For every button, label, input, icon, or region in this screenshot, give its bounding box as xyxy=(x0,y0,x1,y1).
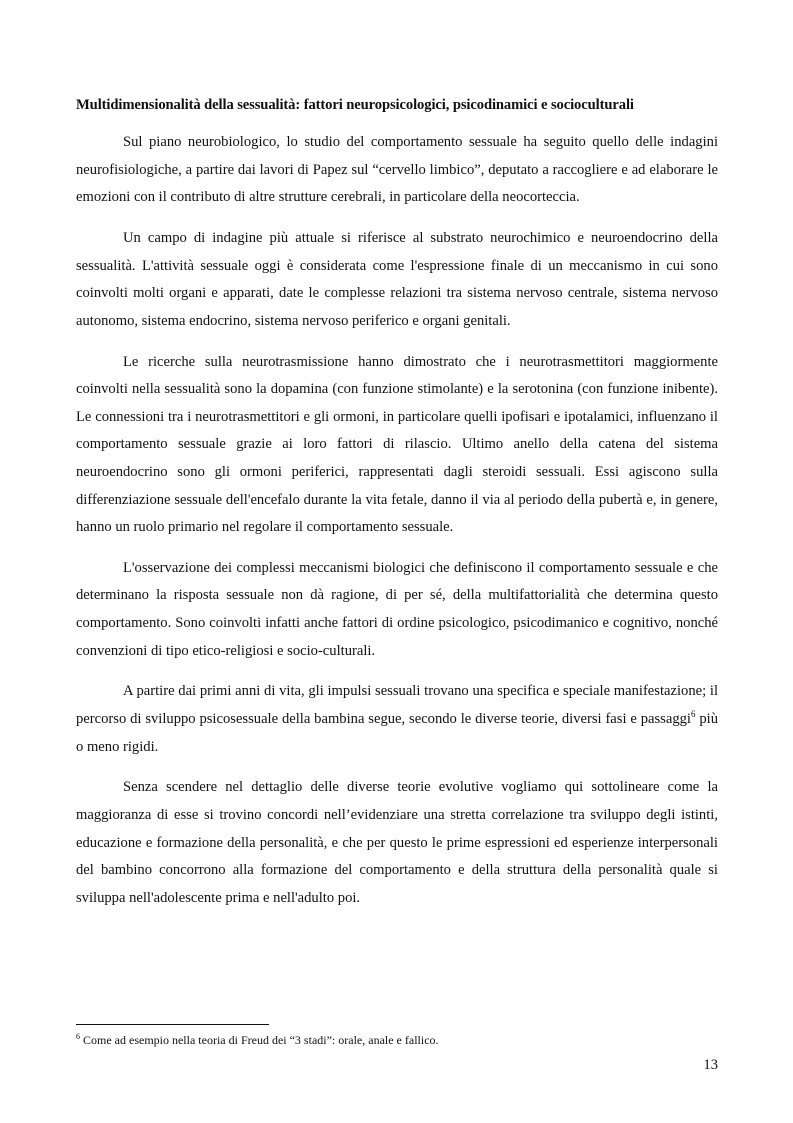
page-number: 13 xyxy=(703,1057,718,1073)
section-heading: Multidimensionalità della sessualità: fattori neuropsicologici, psicodinamici e socioculturali xyxy=(76,97,634,113)
page-content xyxy=(76,95,718,926)
footnote-separator xyxy=(76,1024,269,1025)
paragraph-5-text: A partire dai primi anni di vita, gli impulsi sessuali trovano una specifica e speciale manifestazione; il percorso di sviluppo psicosessuale della bambina segue, secondo le diverse teorie, diversi fasi e passaggi xyxy=(76,683,718,728)
paragraph-5 xyxy=(76,678,718,761)
paragraph-5-tail: più o meno rigidi. xyxy=(76,711,718,755)
paragraph-4: L'osservazione dei complessi meccanismi biologici che definiscono il comportamento sessuale e che determinano la risposta sessuale non dà ragione, di per sé, della multifattorialità che determina questo comportamento. Sono coinvolti infatti anche fattori di ordine psicologico, psicodimanico e cognitivo, nonché convenzioni di tipo etico-religiosi e socio-culturali. xyxy=(76,559,718,659)
paragraph-6: Senza scendere nel dettaglio delle diverse teorie evolutive vogliamo qui sottolineare come la maggioranza di esse si trovino concordi nell’evidenziare una stretta correlazione tra sviluppo degli istinti, educazione e formazione della personalità, e che per questo le prime espressioni ed esperienze interpersonali del bambino concorrono alla formazione del comportamento e della struttura della personalità quale si sviluppa nell'adolescente prima e nell'adulto poi. xyxy=(76,779,718,906)
footnote xyxy=(76,1032,718,1048)
paragraph-1: Sul piano neurobiologico, lo studio del comportamento sessuale ha seguito quello delle indagini neurofisiologiche, a partire dai lavori di Papez sul “cervello limbico”, deputato a raccogliere e ad elaborare le emozioni con il contributo di altre strutture cerebrali, in particolare della neocorteccia. xyxy=(76,134,718,206)
footnote-text: Come ad esempio nella teoria di Freud dei “3 stadi”: orale, anale e fallico. xyxy=(80,1033,439,1047)
footnote-reference[interactable]: 6 xyxy=(690,709,696,720)
paragraph-3: Le ricerche sulla neurotrasmissione hanno dimostrato che i neurotrasmettitori maggiormente coinvolti nella sessualità sono la dopamina (con funzione stimolante) e la serotonina (con funzione inibente). Le connessioni tra i neurotrasmettitori e gli ormoni, in particolare quelli ipofisari e ipotalamici, influenzano il comportamento sessuale grazie ai loro fattori di rilascio. Ultimo anello della catena del sistema neuroendocrino sono gli ormoni periferici, rappresentati dagli steroidi sessuali. Essi agiscono sulla differenziazione sessuale dell'encefalo durante la vita fetale, danno il via al periodo della pubertà e, in genere, hanno un ruolo primario nel regolare il comportamento sessuale. xyxy=(76,353,718,536)
footnote-number: 6 xyxy=(76,1032,80,1041)
paragraph-2: Un campo di indagine più attuale si riferisce al substrato neurochimico e neuroendocrino della sessualità. L'attività sessuale oggi è considerata come l'espressione finale di un meccanismo in cui sono coinvolti molti organi e apparati, date le complesse relazioni tra sistema nervoso centrale, sistema nervoso autonomo, sistema endocrino, sistema nervoso periferico e organi genitali. xyxy=(76,229,718,329)
